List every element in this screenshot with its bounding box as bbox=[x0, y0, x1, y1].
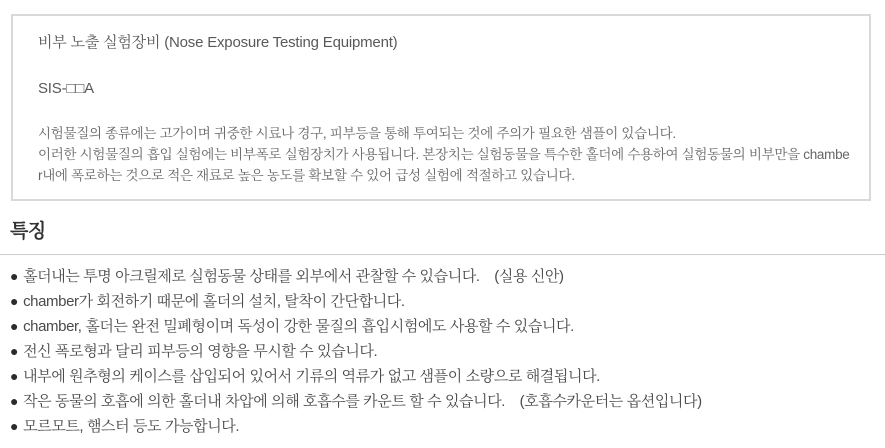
bullet-icon: ● bbox=[10, 393, 19, 409]
intro-paragraph-line-1: 시험물질의 종류에는 고가이며 귀중한 시료나 경구, 피부등을 통해 투여되는 것에 주의가 필요한 샘플이 있습니다. bbox=[38, 126, 676, 141]
features-list bbox=[10, 264, 880, 439]
feature-text: chamber가 회전하기 때문에 홀더의 설치, 탈착이 간단합니다. bbox=[23, 293, 405, 310]
feature-text: 모르모트, 햄스터 등도 가능합니다. bbox=[23, 418, 240, 435]
bullet-icon: ● bbox=[10, 343, 19, 359]
bullet-icon: ● bbox=[10, 293, 19, 309]
features-heading: 특징 bbox=[10, 221, 46, 242]
feature-text: 작은 동물의 호흡에 의한 홀더내 차압에 의해 호흡수를 카운트 할 수 있습니다. (호흡수카운터는 옵션입니다) bbox=[23, 393, 702, 410]
product-title: 비부 노출 실험장비 (Nose Exposure Testing Equipment) bbox=[38, 34, 398, 51]
feature-item bbox=[10, 264, 880, 289]
feature-text: 홀더내는 투명 아크릴제로 실험동물 상태를 외부에서 관찰할 수 있습니다. (실용 신안) bbox=[23, 268, 564, 285]
section-divider bbox=[0, 254, 885, 255]
bullet-icon: ● bbox=[10, 268, 19, 284]
model-number: SIS-□□A bbox=[38, 80, 94, 97]
bullet-icon: ● bbox=[10, 368, 19, 384]
intro-paragraph bbox=[38, 123, 850, 186]
feature-text: 내부에 원추형의 케이스를 삽입되어 있어서 기류의 역류가 없고 샘플이 소량으로 해결됩니다. bbox=[23, 368, 600, 385]
bullet-icon: ● bbox=[10, 318, 19, 334]
feature-item bbox=[10, 364, 880, 389]
bullet-icon: ● bbox=[10, 418, 19, 434]
feature-item bbox=[10, 314, 880, 339]
feature-text: chamber, 홀더는 완전 밀폐형이며 독성이 강한 물질의 흡입시험에도 사용할 수 있습니다. bbox=[23, 318, 574, 335]
feature-text: 전신 폭로형과 달리 피부등의 영향을 무시할 수 있습니다. bbox=[23, 343, 378, 360]
feature-item bbox=[10, 414, 880, 439]
intro-paragraph-line-2: 이러한 시험물질의 흡입 실험에는 비부폭로 실험장치가 사용됩니다. 본장치는 실험동물을 특수한 홀더에 수용하여 실험동물의 비부만을 chamber내에 폭로하는 것으로 적은 재료로 높은 농도를 확보할 수 있어 급성 실험에 적절하고 있습니다. bbox=[38, 147, 850, 183]
feature-item bbox=[10, 389, 880, 414]
feature-item bbox=[10, 339, 880, 364]
feature-item bbox=[10, 289, 880, 314]
intro-box bbox=[11, 14, 871, 201]
